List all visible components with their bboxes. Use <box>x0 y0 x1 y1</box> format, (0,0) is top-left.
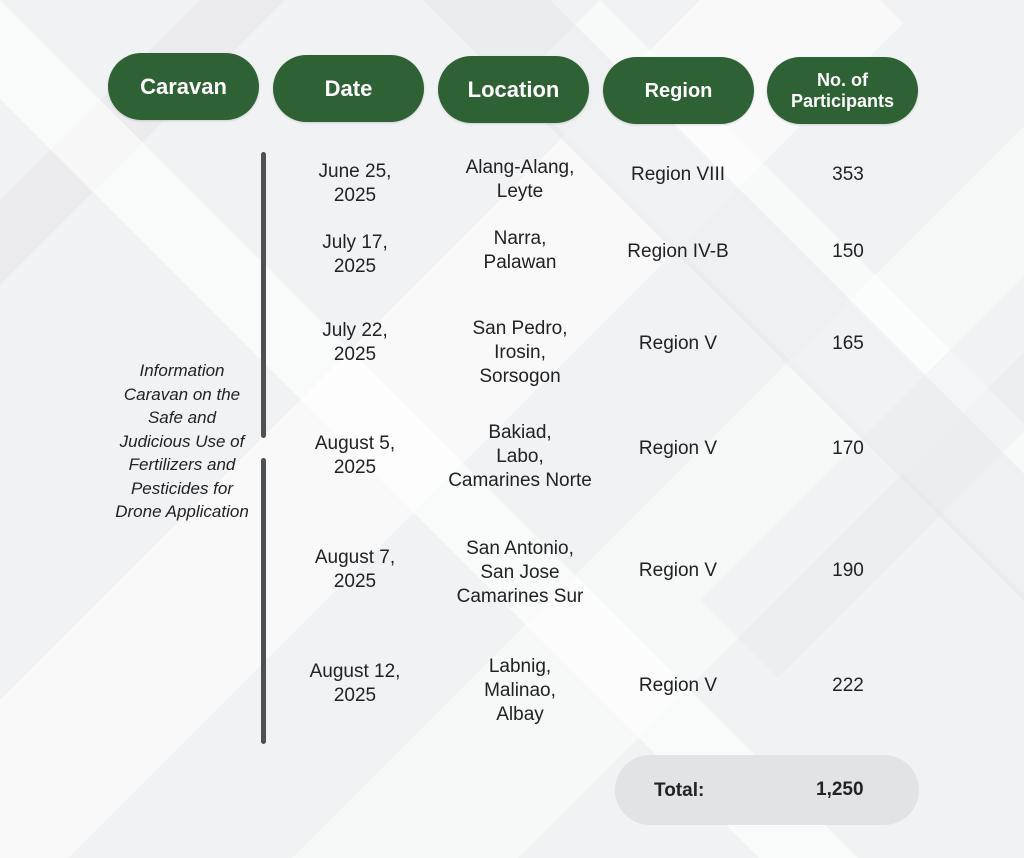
row-participants: 170 <box>832 438 864 459</box>
header-region-label: Region <box>644 79 713 102</box>
row-date: July 22, 2025 <box>322 320 388 365</box>
row-location: Bakiad, Labo, Camarines Norte <box>448 422 592 491</box>
row-location: Labnig, Malinao, Albay <box>484 656 556 725</box>
row-date: August 7, 2025 <box>314 547 396 592</box>
row-date: August 5, 2025 <box>314 433 396 478</box>
row-participants: 150 <box>832 241 864 262</box>
header-region <box>603 57 754 124</box>
header-participants <box>767 57 918 124</box>
header-location-label: Location <box>467 76 560 102</box>
header-participants-line2: Participants <box>790 90 895 111</box>
header-caravan <box>108 53 259 120</box>
row-region: Region IV-B <box>627 241 729 262</box>
divider-bar-bottom <box>261 458 266 744</box>
row-region: Region V <box>638 560 718 581</box>
row-location: San Pedro, Irosin, Sorsogon <box>472 318 568 387</box>
row-region: Region VIII <box>631 164 725 185</box>
header-location <box>438 56 589 123</box>
total-label: Total: <box>654 780 705 801</box>
row-participants: 222 <box>832 675 864 696</box>
row-participants: 165 <box>832 333 864 354</box>
row-region: Region V <box>638 438 718 459</box>
row-participants: 190 <box>832 560 864 581</box>
row-region: Region V <box>638 675 718 696</box>
row-location: San Antonio, San Jose Camarines Sur <box>456 538 584 607</box>
caravan-name: Information Caravan on the Safe and Judicious Use of Fertilizers and Pesticides for Drone Application <box>115 361 249 521</box>
header-date-label: Date <box>324 75 373 101</box>
row-date: August 12, 2025 <box>309 661 401 706</box>
header-caravan-label: Caravan <box>140 73 227 99</box>
divider-bar-top <box>261 152 266 438</box>
total-value: 1,250 <box>816 779 864 800</box>
row-location: Alang-Alang, Leyte <box>465 157 575 202</box>
row-date: July 17, 2025 <box>322 232 388 277</box>
header-date <box>273 55 424 122</box>
row-region: Region V <box>638 333 718 354</box>
header-participants-line1: No. of <box>817 69 868 90</box>
row-location: Narra, Palawan <box>483 228 557 273</box>
row-date: June 25, 2025 <box>318 161 392 206</box>
row-participants: 353 <box>832 164 864 185</box>
